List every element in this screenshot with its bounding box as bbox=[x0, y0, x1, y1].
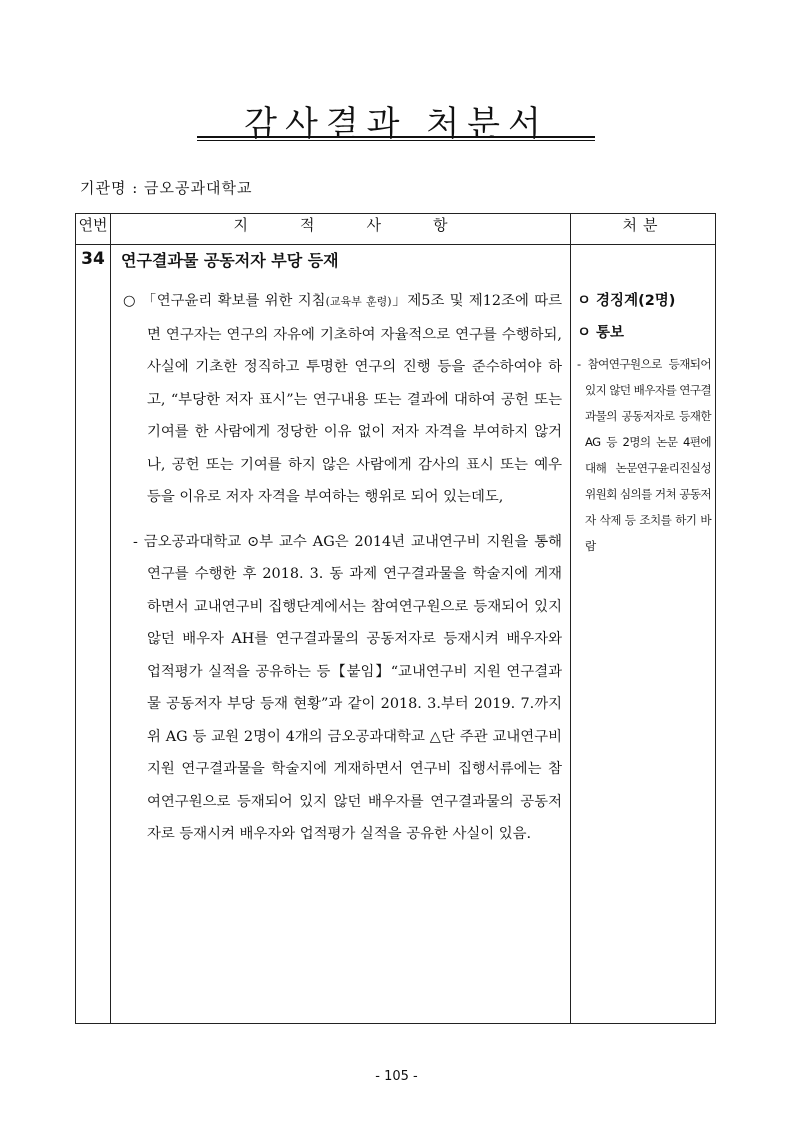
page-number: - 105 - bbox=[375, 1069, 418, 1084]
paragraph-prefix: ○ 「연구윤리 확보를 위한 지침 bbox=[123, 293, 326, 309]
finding-cell bbox=[111, 245, 571, 1024]
finding-paragraph bbox=[121, 285, 562, 514]
title-underline bbox=[197, 136, 595, 138]
action-notice: ㅇ 통보 bbox=[577, 325, 625, 341]
paragraph-body: 」제5조 및 제12조에 따르면 연구자는 연구의 자유에 기초하여 자율적으로 연구를 수행하되, 사실에 기초한 정직하고 투명한 연구의 진행 등을 준수하여야 하고, “부당한 저자 표시”는 연구내용 또는 결과에 대하여 공헌 또는 기여를 한 사람에게 정당한 이유 없이 저자 자격을 부여하지 않거나, 공헌 또는 기여를 하지 않은 사람에게 감사의 표시 또는 예우 등을 이유로 저자 자격을 부여하는 행위로 되어 있는데도, bbox=[147, 293, 562, 505]
finding-detail: - 금오공과대학교 ⊙부 교수 AG은 2014년 교내연구비 지원을 통해 연구를 수행한 후 2018. 3. 동 과제 연구결과물을 학술지에 게재하면서 교내연구비 집행단계에서는 참여연구원으로 등재되어 있지 않던 배우자 AH를 연구결과물의 공동저자로 등재시켜 배우자와 업적평가 실적을 공유하는 등【붙임】“교내연구비 지원 연구결과물 공동저자 부당 등재 현황”과 같이 2018. 3.부터 2019. 7.까지 위 AG 등 교원 2명이 4개의 금오공과대학교 △단 주관 교내연구비 지원 연구결과물을 학술지에 게재하면서 연구비 집행서류에는 참여연구원으로 등재되어 있지 않던 배우자를 연구결과물의 공동저자로 등재시켜 배우자와 업적평가 실적을 공유한 사실이 있음. bbox=[133, 533, 562, 842]
title-underline-thin bbox=[197, 140, 595, 141]
header-action: 처분 bbox=[571, 214, 716, 245]
action-disciplinary: ㅇ 경징계(2명) bbox=[577, 293, 676, 309]
header-no: 연번 bbox=[76, 214, 111, 245]
paragraph-small-note: (교육부 훈령) bbox=[325, 295, 392, 308]
action-cell bbox=[571, 245, 716, 1024]
finding-title: 연구결과물 공동저자 부당 등재 bbox=[121, 251, 339, 270]
action-note: - 참여연구원으로 등재되어 있지 않던 배우자를 연구결과물의 공동저자로 등재한 AG 등 2명의 논문 4편에 대해 논문연구윤리진실성위원회 심의를 거쳐 공동저자 삭제 등 조치를 하기 바람 bbox=[577, 357, 711, 553]
table-header-row bbox=[76, 214, 716, 245]
organization-line: 기관명 : 금오공과대학교 bbox=[80, 179, 253, 197]
audit-table bbox=[75, 213, 716, 1024]
row-number: 34 bbox=[76, 245, 111, 1024]
header-item: 지적사항 bbox=[111, 214, 571, 245]
document-title: 감사결과 처분서 bbox=[244, 104, 549, 144]
table-row bbox=[76, 245, 716, 1024]
